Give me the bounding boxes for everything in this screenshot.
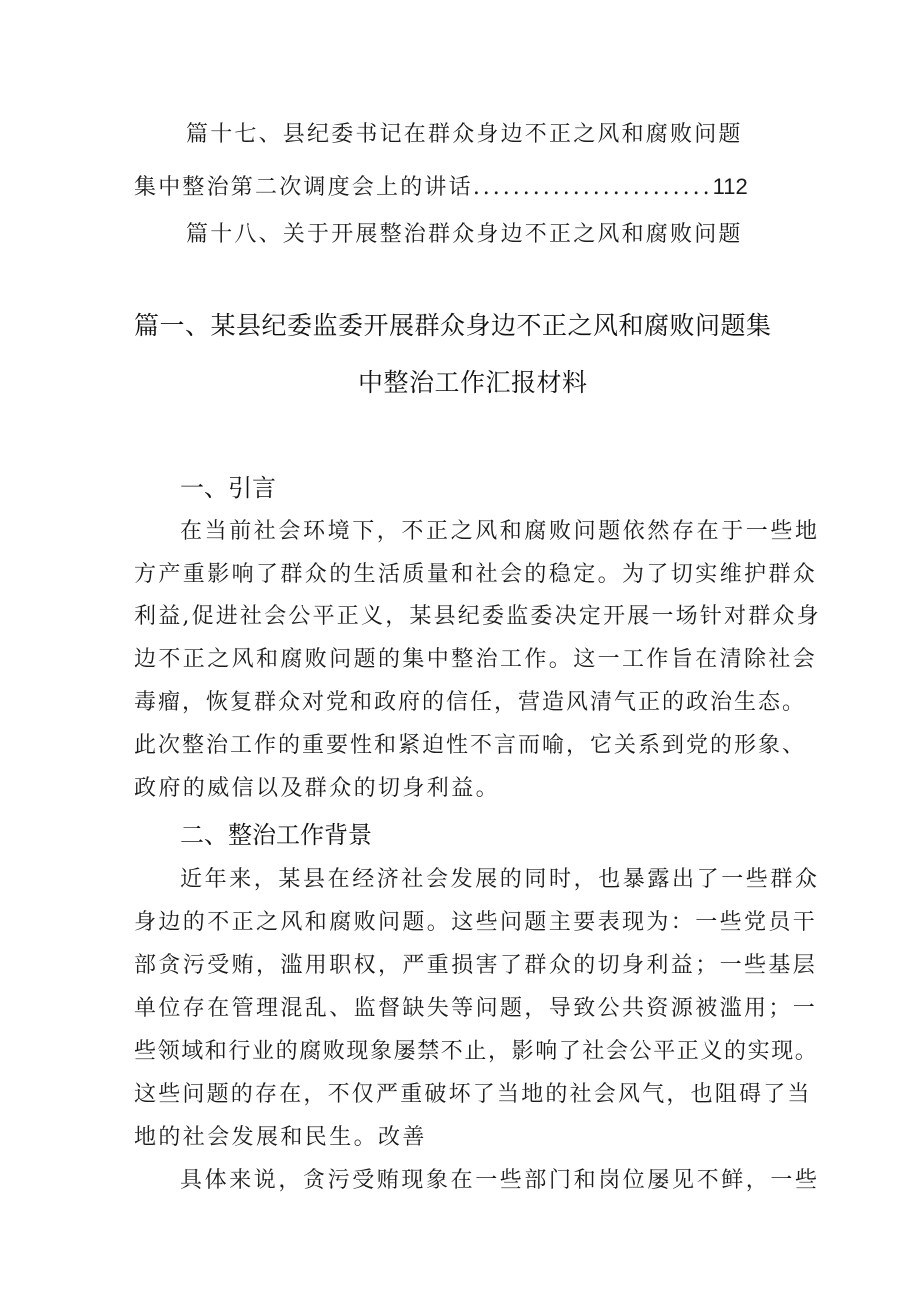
paragraph-line: 具体来说，贪污受贿现象在一些部门和岗位屡见不鲜，一些 [180, 1168, 820, 1193]
paragraph-line: 部贪污受贿，滥用职权，严重损害了群众的切身利益；一些基层 [134, 953, 818, 978]
toc-entry-17[interactable] [186, 120, 743, 150]
paragraph-line: 单位存在管理混乱、监督缺失等问题，导致公共资源被滥用；一 [134, 996, 818, 1021]
paragraph-line: 近年来，某县在经济社会发展的同时，也暴露出了一些群众 [180, 867, 820, 892]
article-title-line1: 篇一、某县纪委监委开展群众身边不正之风和腐败问题集 [134, 311, 772, 340]
paragraph-line: 此次整治工作的重要性和紧迫性不言而喻，它关系到党的形象、 [134, 733, 807, 758]
paragraph-line: 利益,促进社会公平正义，某县纪委监委决定开展一场针对群众身 [134, 604, 821, 629]
paragraph-line: 毒瘤，恢复群众对党和政府的信任，营造风清气正的政治生态。 [134, 690, 807, 715]
paragraph-line: 些领域和行业的腐败现象屡禁不止，影响了社会公平正义的实现。 [134, 1039, 819, 1064]
paragraph-line: 这些问题的存在，不仅严重破坏了当地的社会风气，也阻碍了当 [134, 1082, 812, 1107]
toc-entry-17-cont-text: 集中整治第二次调度会上的讲话 [134, 175, 473, 200]
toc-entry-18[interactable] [186, 220, 743, 250]
paragraph-line: 地的社会发展和民生。改善 [134, 1125, 427, 1150]
paragraph-line: 方产重影响了群众的生活质量和社会的稳定。为了切实维护群众 [134, 562, 818, 587]
toc-leader-dots: ........................ [472, 175, 713, 200]
section-heading-introduction: 一、引言 [180, 474, 276, 502]
paragraph-line: 身边的不正之风和腐败问题。这些问题主要表现为：一些党员干 [134, 910, 818, 935]
section-heading-background: 二、整治工作背景 [180, 821, 372, 849]
toc-page-number: 112 [712, 174, 748, 199]
toc-entry-18-text: 篇十八、关于开展整治群众身边不正之风和腐败问题 [186, 222, 743, 247]
toc-entry-17-cont[interactable] [134, 172, 748, 203]
paragraph-line: 政府的威信以及群众的切身利益。 [134, 776, 501, 801]
paragraph-line: 边不正之风和腐败问题的集中整治工作。这一工作旨在清除社会 [134, 647, 818, 672]
paragraph-line: 在当前社会环境下，不正之风和腐败问题依然存在于一些地 [180, 519, 820, 544]
article-title-line2: 中整治工作汇报材料 [358, 368, 588, 397]
toc-entry-17-text: 篇十七、县纪委书记在群众身边不正之风和腐败问题 [186, 122, 743, 147]
